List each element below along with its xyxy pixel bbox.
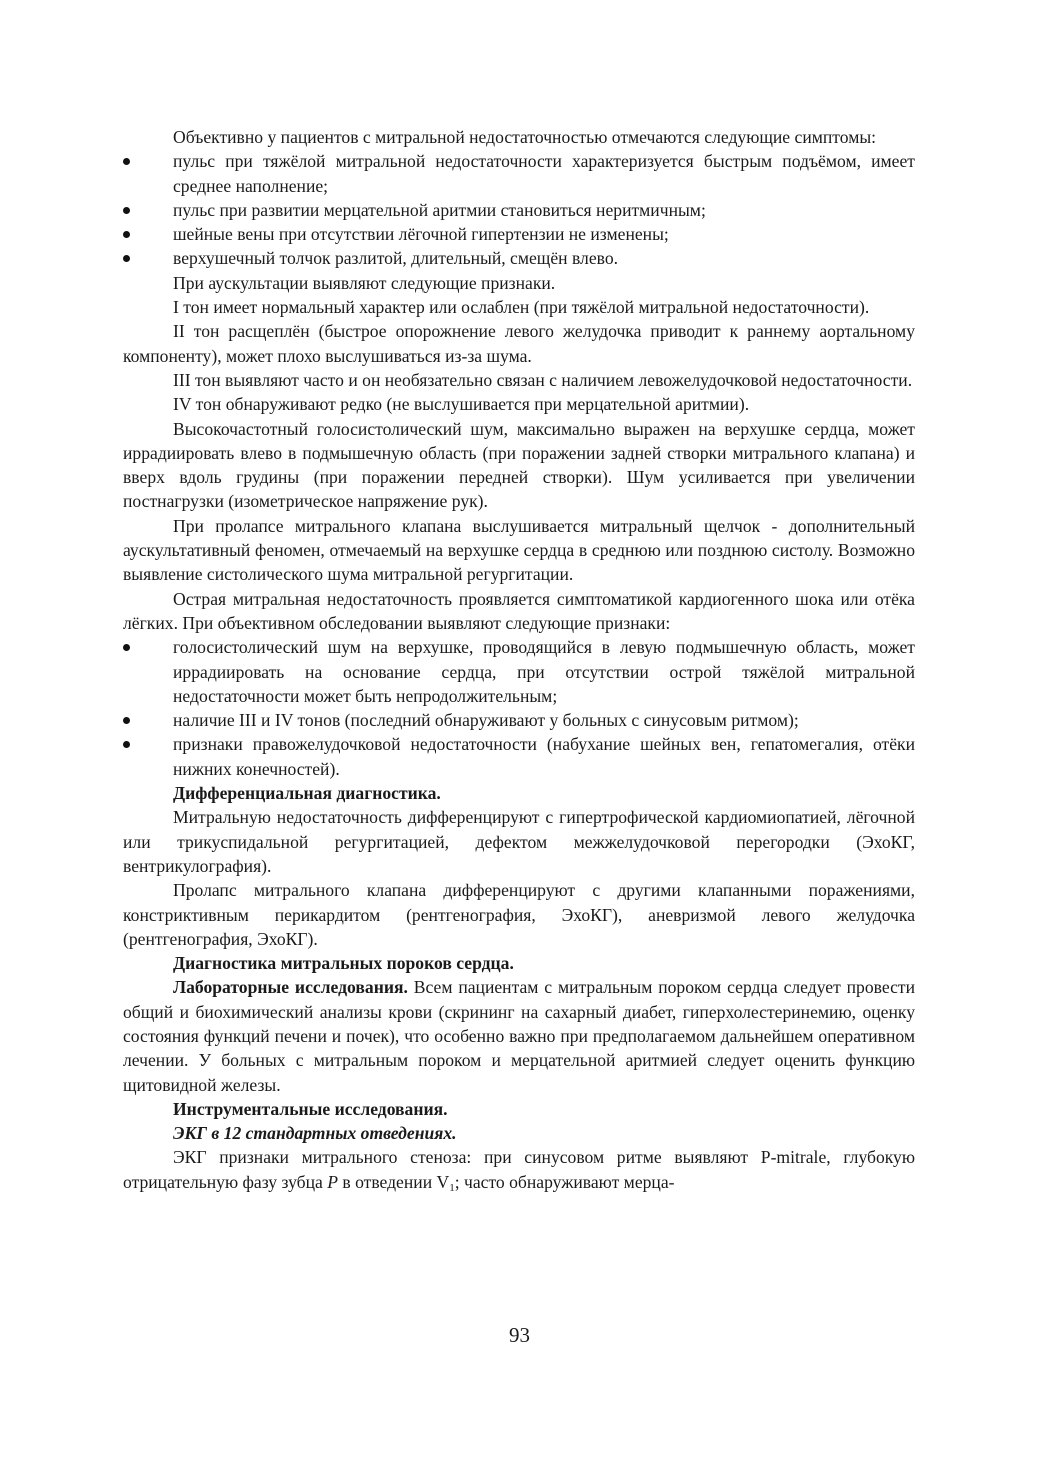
bullet-icon xyxy=(123,207,130,214)
bullet-icon xyxy=(123,231,130,238)
paragraph: Острая митральная недостаточность проявляется симптоматикой кардиогенного шока или отёка лёгких. При объективном обследовании выявляют следующие признаки: xyxy=(123,588,915,633)
acute-signs-list xyxy=(123,635,915,781)
bullet-icon xyxy=(123,644,130,651)
paragraph: III тон выявляют часто и он необязательно связан с наличием левожелудочковой недостаточности. xyxy=(173,369,913,390)
list-item: шейные вены при отсутствии лёгочной гипертензии не изменены; xyxy=(123,222,915,246)
intro-paragraph: Объективно у пациентов с митральной недостаточностью отмечаются следующие симптомы: xyxy=(173,127,877,147)
subsection-heading: Инструментальные исследования. xyxy=(173,1098,448,1119)
page-number: 93 xyxy=(509,1323,530,1347)
subsection-heading-italic: ЭКГ в 12 стандартных отведениях. xyxy=(173,1123,457,1144)
list-item: наличие III и IV тонов (последний обнаруживают у больных с синусовым ритмом); xyxy=(123,708,915,732)
ecg-paragraph: ЭКГ признаки митрального стеноза: при синусовом ритме выявляют P-mitrale, глубокую отрицательную фазу зубца P в отведении $V_1$; часто обнаруживают мерца- xyxy=(123,1147,915,1194)
bullet-icon xyxy=(123,158,130,165)
lab-paragraph: Лабораторные исследования. Всем пациентам с митральным пороком сердца следует провести общий и биохимический анализы крови (скрининг на сахарный диабет, гиперхолестеринемию, оценку состояния функций печени и почек), что особенно важно при предполагаемом дальнейшем оперативном лечении. У больных с митральным пороком и мерцательной аритмией следует оценить функцию щитовидной железы. xyxy=(123,977,915,1095)
paragraph: IV тон обнаруживают редко (не выслушивается при мерцательной аритмии). xyxy=(173,394,750,415)
paragraph: При пролапсе митрального клапана выслушивается митральный щелчок - дополнительный аускультативный феномен, отмечаемый на верхушке сердца в среднюю или позднюю систолу. Возможно выявление систолического шума митральной регургитации. xyxy=(123,515,915,585)
list-item: пульс при тяжёлой митральной недостаточности характеризуется быстрым подъёмом, имеет среднее наполнение; xyxy=(123,149,915,198)
paragraph: При аускультации выявляют следующие признаки. xyxy=(173,272,556,293)
bullet-icon xyxy=(123,255,130,262)
list-item: пульс при развитии мерцательной аритмии становиться неритмичным; xyxy=(123,198,915,222)
list-item: голосистолический шум на верхушке, проводящийся в левую подмышечную область, может иррадиировать на основание сердца, при отсутствии острой тяжёлой митральной недостаточности может быть непродолжительным; xyxy=(123,635,915,708)
list-item: признаки правожелудочковой недостаточности (набухание шейных вен, гепатомегалия, отёки нижних конечностей). xyxy=(123,732,915,781)
paragraph: II тон расщеплён (быстрое опорожнение левого желудочка приводит к раннему аортальному компоненту), может плохо выслушиваться из-за шума. xyxy=(123,321,915,366)
lab-label: Лабораторные исследования. xyxy=(173,977,408,998)
section-heading: Дифференциальная диагностика. xyxy=(173,783,441,804)
paragraph: Высокочастотный голосистолический шум, максимально выражен на верхушке сердца, может иррадиировать влево в подмышечную область (при поражении задней створки митрального клапана) и вверх вдоль грудины (при поражении передней створки). Шум усиливается при увеличении постнагрузки (изометрическое напряжение рук). xyxy=(123,418,915,512)
bullet-icon xyxy=(123,717,130,724)
bullet-icon xyxy=(123,741,130,748)
page-body xyxy=(123,125,915,1194)
section-heading: Диагностика митральных пороков сердца. xyxy=(173,953,514,974)
paragraph: I тон имеет нормальный характер или ослаблен (при тяжёлой митральной недостаточности). xyxy=(173,297,870,318)
list-item: верхушечный толчок разлитой, длительный, смещён влево. xyxy=(123,246,915,270)
paragraph: Пролапс митрального клапана дифференцируют с другими клапанными поражениями, констриктивным перикардитом (рентгенография, ЭхоКГ), аневризмой левого желудочка (рентгенография, ЭхоКГ). xyxy=(123,880,915,949)
symptoms-list xyxy=(123,149,915,270)
paragraph: Митральную недостаточность дифференцируют с гипертрофической кардиомиопатией, лёгочной или трикуспидальной регургитацией, дефектом межжелудочковой перегородки (ЭхоКГ, вентрикулография). xyxy=(123,807,915,876)
